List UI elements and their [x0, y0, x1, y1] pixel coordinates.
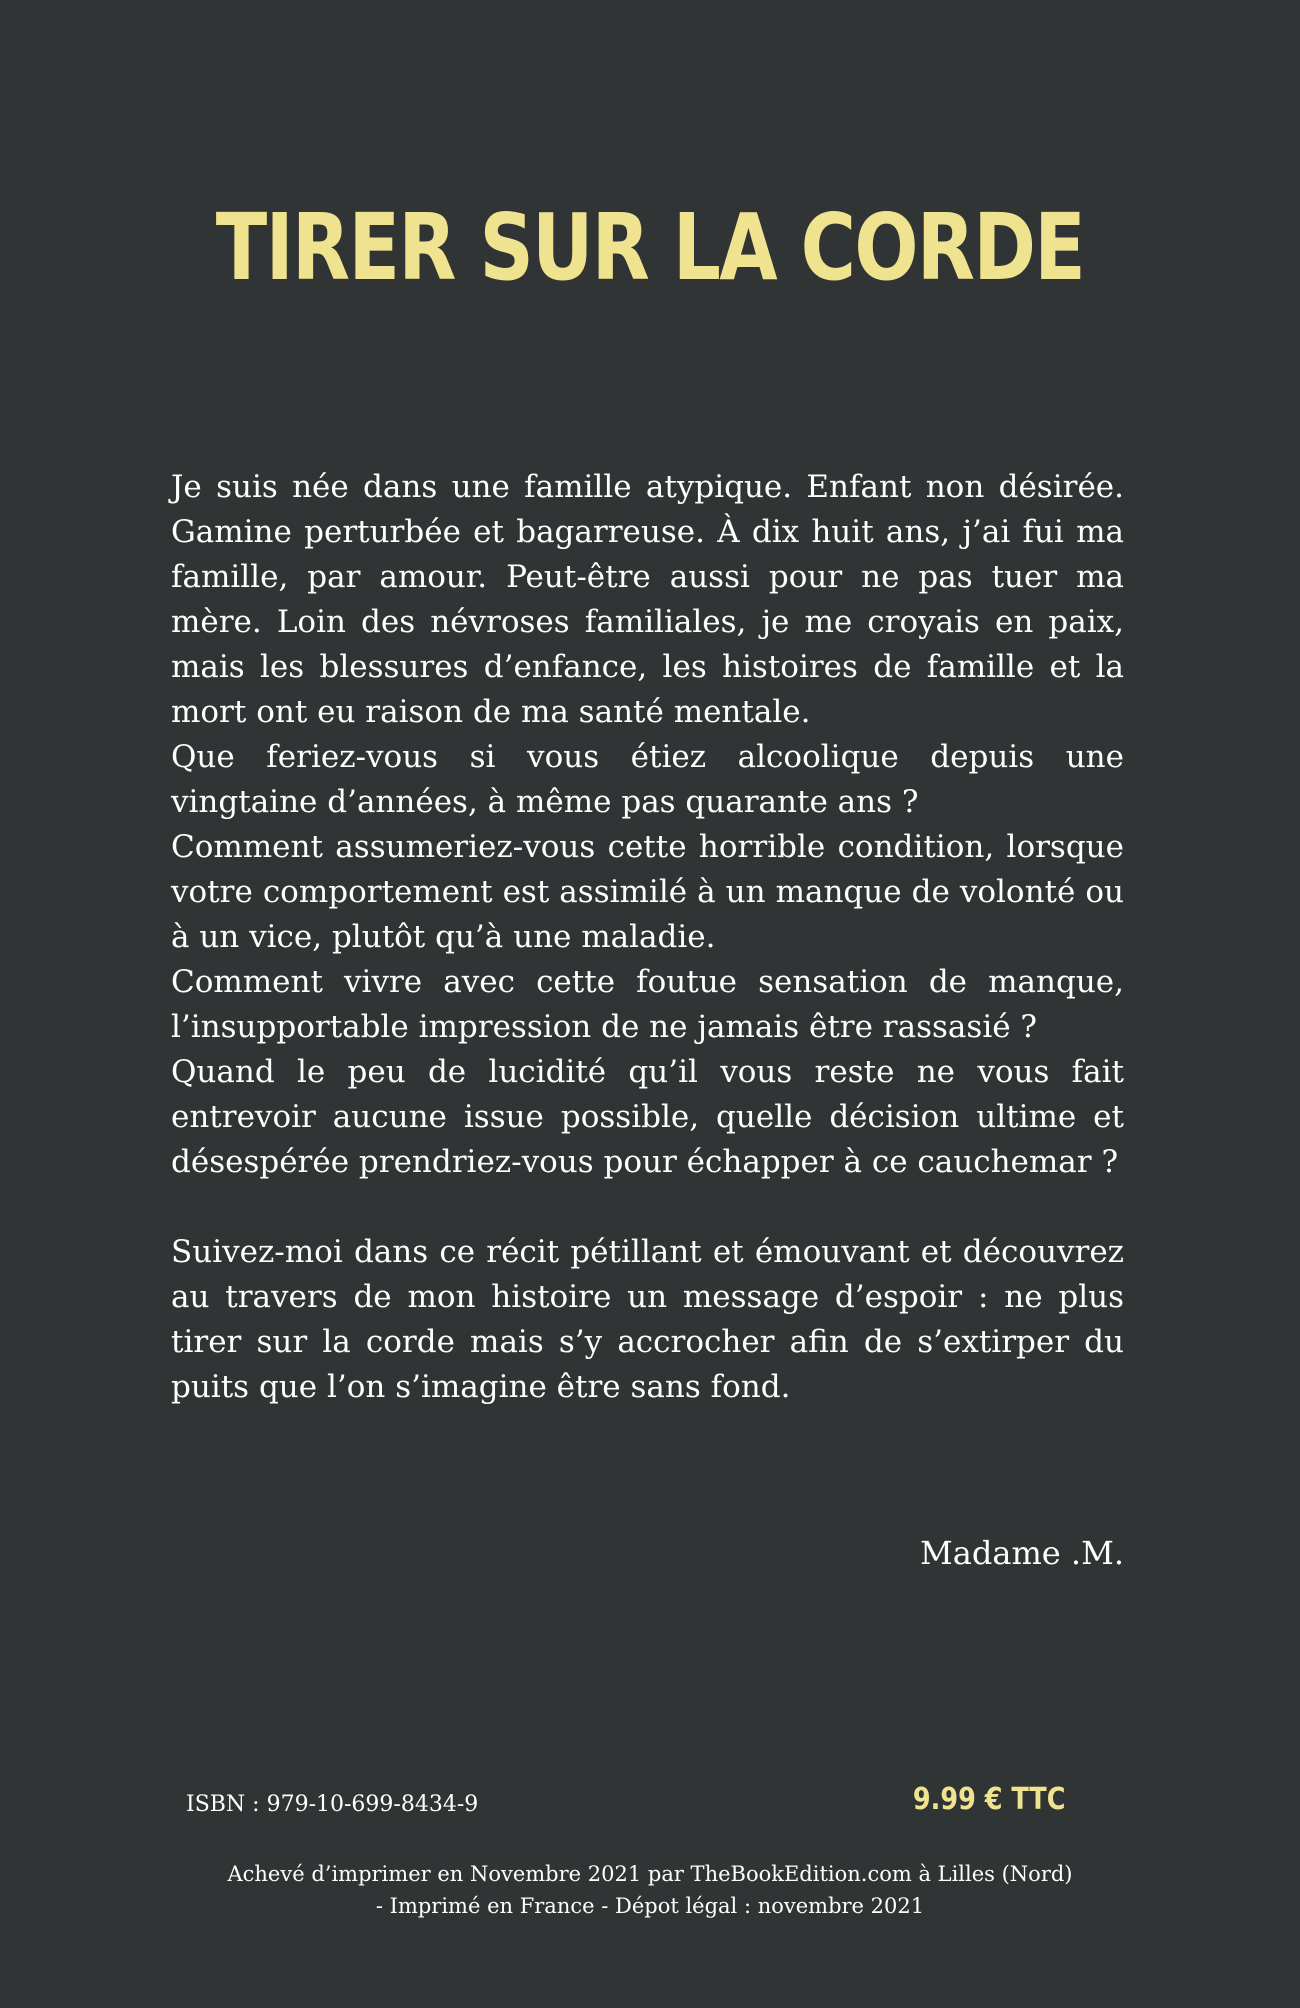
blurb-paragraph-question-1: Que feriez-vous si vous étiez alcoolique depuis une vingtaine d’années, à même pas quarante ans ?	[171, 739, 1124, 820]
author-signature: Madame .M.	[920, 1534, 1124, 1572]
printing-notice	[0, 1858, 1300, 1922]
isbn-label: ISBN : 979-10-699-8434-9	[186, 1792, 479, 1817]
blurb-paragraph-closing: Suivez-moi dans ce récit pétillant et émouvant et découvrez au travers de mon histoire un message d’espoir : ne plus tirer sur la corde mais s’y accrocher afin de s’extirper du puits que l’on s’imagine être sans fond.	[171, 1234, 1124, 1405]
book-title: TIRER SUR LA CORDE	[215, 194, 1085, 301]
blurb-paragraph-intro: Je suis née dans une famille atypique. Enfant non désirée. Gamine perturbée et bagarreuse. À dix huit ans, j’ai fui ma famille, par amour. Peut-être aussi pour ne pas tuer ma mère. Loin des névroses familiales, je me croyais en paix, mais les blessures d’enfance, les histoires de famille et la mort ont eu raison de ma santé mentale.	[171, 469, 1124, 730]
blurb-paragraph-question-3: Comment vivre avec cette foutue sensation de manque, l’insupportable impression de ne jamais être rassasié ?	[171, 964, 1124, 1045]
printing-notice-line-1: Achevé d’imprimer en Novembre 2021 par TheBookEdition.com à Lilles (Nord)	[227, 1862, 1073, 1886]
blurb-paragraph-question-2: Comment assumeriez-vous cette horrible condition, lorsque votre comportement est assimilé à un manque de volonté ou à un vice, plutôt qu’à une maladie.	[171, 829, 1124, 955]
price-label: 9.99 € TTC	[912, 1782, 1065, 1817]
printing-notice-line-2: - Imprimé en France - Dépot légal : novembre 2021	[375, 1894, 925, 1918]
blurb	[171, 465, 1124, 1410]
blurb-paragraph-question-4: Quand le peu de lucidité qu’il vous reste ne vous fait entrevoir aucune issue possible, quelle décision ultime et désespérée prendriez-vous pour échapper à ce cauchemar ?	[171, 1054, 1124, 1180]
